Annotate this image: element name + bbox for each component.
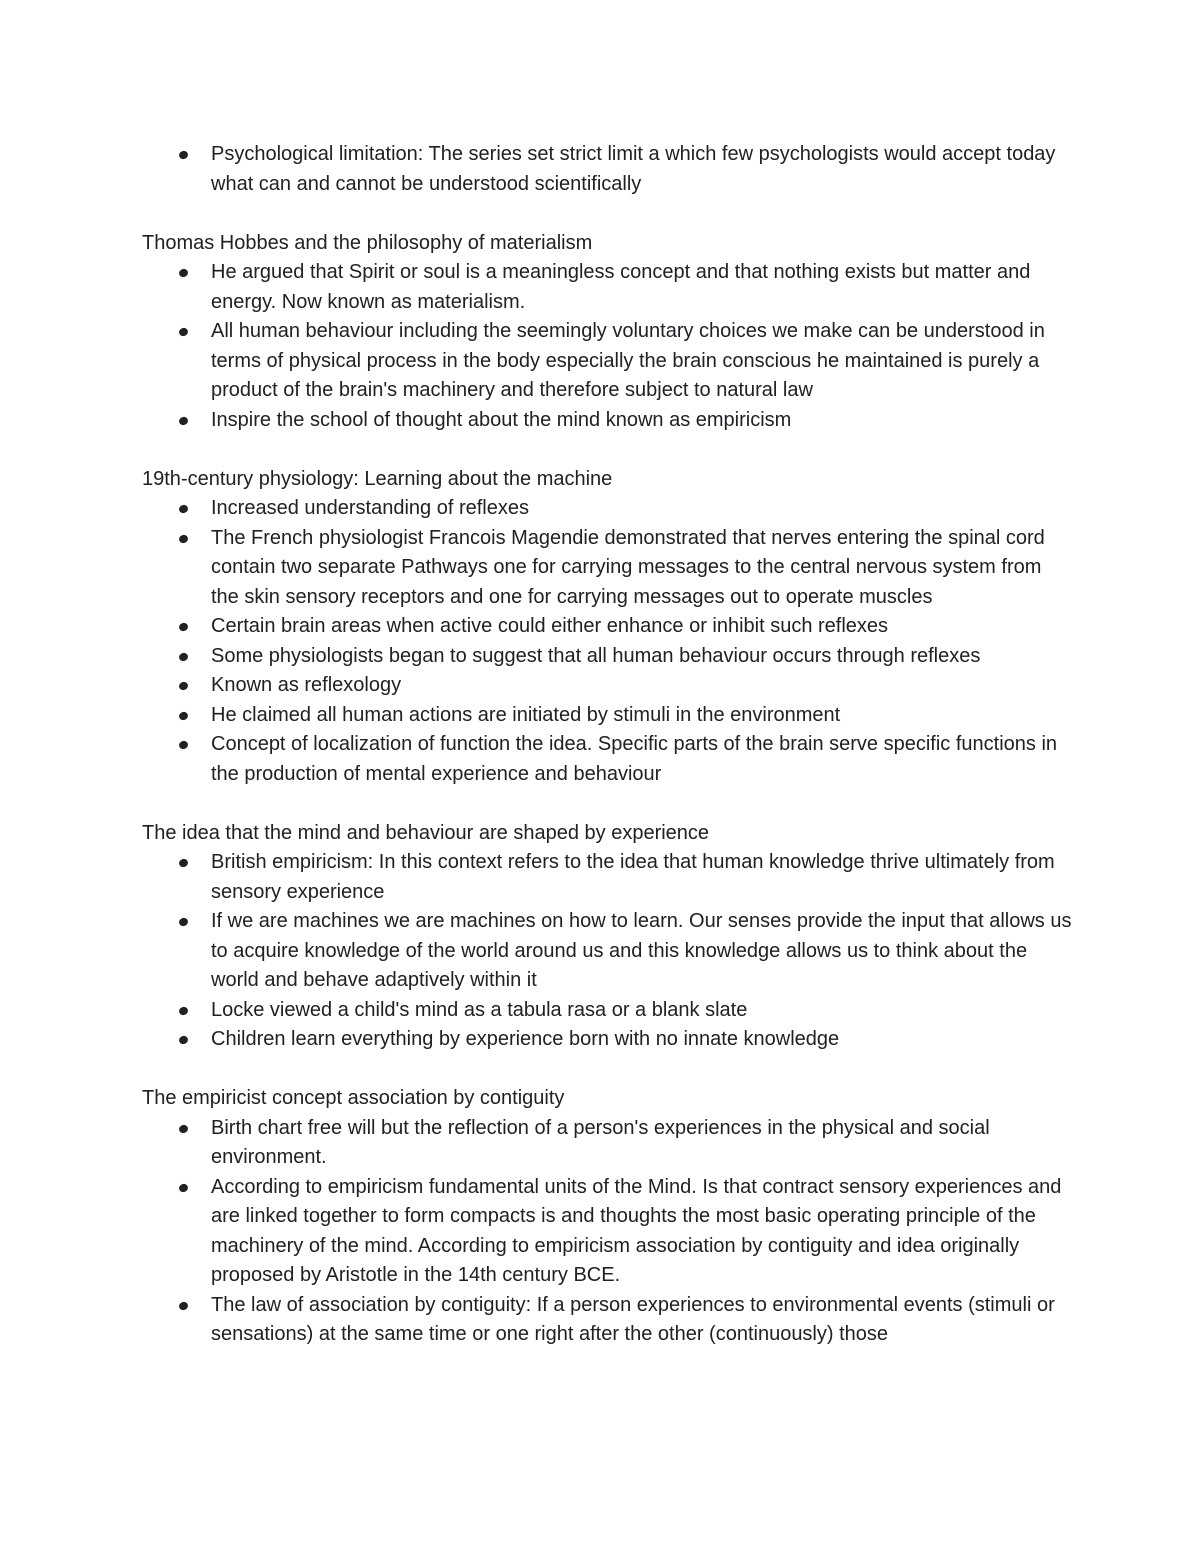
bullet-icon xyxy=(178,858,189,869)
list-item-text: The French physiologist Francois Magendie demonstrated that nerves entering the spinal cord contain two separate Pathways one for carrying messages to the central nervous system from the skin sensory receptors and one for carrying messages out to operate muscles xyxy=(211,526,1045,608)
bullet-list xyxy=(142,494,1072,789)
section-hobbes-materialism xyxy=(142,229,1072,436)
list-item-text: According to empiricism fundamental units of the Mind. Is that contract sensory experiences and are linked together to form compacts is and thoughts the most basic operating principle of the machinery of the mind. According to empiricism association by contiguity and idea originally proposed by Aristotle in the 14th century BCE. xyxy=(211,1175,1062,1286)
bullet-icon xyxy=(178,1182,189,1193)
list-item-text: He argued that Spirit or soul is a meaningless concept and that nothing exists but matter and energy. Now known as materialism. xyxy=(211,261,1031,313)
list-item xyxy=(142,1114,1072,1173)
section-heading: The idea that the mind and behaviour are shaped by experience xyxy=(142,821,710,844)
bullet-icon xyxy=(178,1005,189,1016)
list-item-text: Locke viewed a child's mind as a tabula rasa or a blank slate xyxy=(211,998,748,1021)
bullet-list xyxy=(142,258,1072,435)
bullet-icon xyxy=(178,415,189,426)
bullet-icon xyxy=(178,651,189,662)
list-item xyxy=(142,258,1072,317)
list-item xyxy=(142,671,1072,701)
list-item-text: Known as reflexology xyxy=(211,674,402,696)
bullet-icon xyxy=(178,681,189,692)
list-item-text: Birth chart free will but the reflection of a person's experiences in the physical and social environment. xyxy=(211,1116,990,1168)
bullet-icon xyxy=(178,740,189,751)
list-item xyxy=(142,1291,1072,1350)
list-item-text: All human behaviour including the seemingly voluntary choices we make can be understood in terms of physical process in the body especially the brain conscious he maintained is purely a product of the brain's machinery and therefore subject to natural law xyxy=(211,320,1045,401)
list-item xyxy=(142,642,1072,672)
bullet-icon xyxy=(178,150,189,161)
list-item xyxy=(142,1025,1072,1055)
list-item-text: If we are machines we are machines on how to learn. Our senses provide the input that allows us to acquire knowledge of the world around us and this knowledge allows us to think about the world and behave adaptively within it xyxy=(211,910,1072,991)
list-item xyxy=(142,317,1072,406)
list-item xyxy=(142,848,1072,907)
bullet-icon xyxy=(178,1123,189,1134)
list-item xyxy=(142,730,1072,789)
list-item-text: Inspire the school of thought about the mind known as empiricism xyxy=(211,408,792,431)
section-heading: Thomas Hobbes and the philosophy of materialism xyxy=(142,231,593,254)
list-item xyxy=(142,1173,1072,1291)
bullet-icon xyxy=(178,710,189,721)
section-heading: 19th-century physiology: Learning about the machine xyxy=(142,467,613,490)
section-psychological-limitation xyxy=(142,140,1072,199)
list-item xyxy=(142,406,1072,436)
list-item xyxy=(142,612,1072,642)
bullet-list xyxy=(142,140,1072,199)
list-item-text: British empiricism: In this context refers to the idea that human knowledge thrive ultimately from sensory experience xyxy=(211,851,1055,903)
bullet-icon xyxy=(178,327,189,338)
bullet-icon xyxy=(178,268,189,279)
bullet-list xyxy=(142,1114,1072,1350)
list-item xyxy=(142,907,1072,996)
bullet-icon xyxy=(178,504,189,515)
list-item-text: Psychological limitation: The series set strict limit a which few psychologists would accept today what can and cannot be understood scientifically xyxy=(211,143,1056,195)
bullet-icon xyxy=(178,622,189,633)
list-item xyxy=(142,996,1072,1026)
bullet-icon xyxy=(178,1300,189,1311)
list-item xyxy=(142,494,1072,524)
list-item-text: Some physiologists began to suggest that all human behaviour occurs through reflexes xyxy=(211,644,981,667)
section-19th-century-physiology xyxy=(142,465,1072,790)
list-item-text: The law of association by contiguity: If a person experiences to environmental events (stimuli or sensations) at the same time or one right after the other (continuously) those xyxy=(211,1293,1055,1345)
list-item xyxy=(142,701,1072,731)
section-association-by-contiguity xyxy=(142,1084,1072,1350)
list-item xyxy=(142,524,1072,613)
bullet-icon xyxy=(178,917,189,928)
list-item xyxy=(142,140,1072,199)
list-item-text: He claimed all human actions are initiated by stimuli in the environment xyxy=(211,703,841,726)
section-heading: The empiricist concept association by contiguity xyxy=(142,1087,565,1109)
list-item-text: Certain brain areas when active could either enhance or inhibit such reflexes xyxy=(211,615,889,637)
bullet-list xyxy=(142,848,1072,1055)
list-item-text: Increased understanding of reflexes xyxy=(211,497,529,519)
list-item-text: Concept of localization of function the idea. Specific parts of the brain serve specific functions in the production of mental experience and behaviour xyxy=(211,733,1058,785)
list-item-text: Children learn everything by experience born with no innate knowledge xyxy=(211,1028,840,1050)
bullet-icon xyxy=(178,1035,189,1046)
section-mind-shaped-by-experience xyxy=(142,819,1072,1055)
bullet-icon xyxy=(178,533,189,544)
document-body xyxy=(142,140,1072,1350)
